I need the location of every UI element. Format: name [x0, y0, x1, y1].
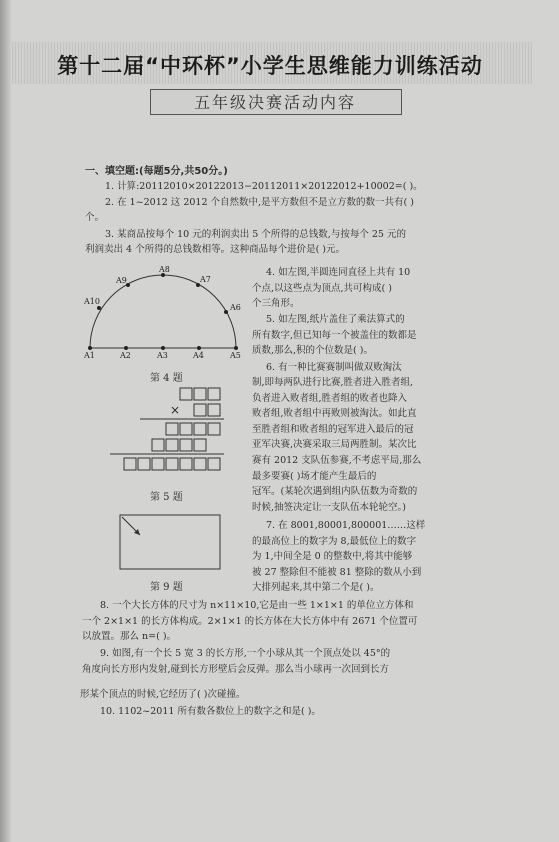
- label-a8: A8: [159, 265, 170, 274]
- figure-4-caption: 第 4 题: [150, 373, 183, 384]
- question-6-line-5: 至胜者组和败者组的冠军进入最后的冠: [252, 424, 414, 435]
- label-a6: A6: [230, 303, 241, 312]
- figure-4-semicircle: [80, 262, 250, 362]
- figure-5-multiplication: [108, 386, 233, 481]
- question-4-line-1: 4. 如左图,半圆连同直径上共有 10: [266, 267, 411, 278]
- figure-9-rectangle: [118, 513, 223, 573]
- page-subtitle: 五年级决赛活动内容: [193, 93, 356, 112]
- question-6-line-8: 最多要赛( )场才能产生最后的: [252, 471, 377, 482]
- point-a3: [161, 346, 165, 350]
- label-a2: A2: [120, 351, 131, 360]
- point-a10: [97, 306, 101, 310]
- question-5-line-1: 5. 如左图,纸片盖住了乘法算式的: [266, 314, 405, 325]
- question-7-line-3: 为 1,中间全是 0 的整数中,将其中能够: [252, 551, 413, 562]
- point-a1: [88, 346, 92, 350]
- question-7-line-5: 大排列起来,其中第二个是( )。: [252, 582, 380, 593]
- figure-9-caption: 第 9 题: [150, 582, 183, 593]
- label-a7: A7: [200, 275, 211, 284]
- figure-5-caption: 第 5 题: [150, 492, 183, 503]
- question-6-line-10: 时候,抽签决定让一支队伍本轮轮空。): [252, 502, 406, 513]
- question-1: 1. 计算:20112010×20122013−20112011×20122012+10002=( )。: [105, 181, 423, 192]
- question-6-line-9: 冠军。(某轮次遇到组内队伍数为奇数的: [252, 486, 418, 497]
- label-a4: A4: [193, 351, 204, 360]
- label-a1: A1: [84, 351, 95, 360]
- question-7-line-1: 7. 在 8001,80001,800001……这样: [266, 520, 426, 531]
- question-2-line-2: 个。: [85, 212, 105, 223]
- question-4-line-2: 个点,以这些点为顶点,共可构成( ): [252, 283, 392, 294]
- question-6-line-3: 负者进入败者组,胜者组的败者也降入: [252, 393, 408, 404]
- question-5-line-3: 质数,那么,积的个位数是( )。: [252, 345, 373, 356]
- question-5-line-2: 所有数字,但已知每一个被盖住的数都是: [252, 330, 417, 341]
- question-6-line-6: 亚军决赛,决赛采取三局两胜制。某次比: [252, 439, 417, 450]
- question-8-line-3: 以放置。那么 n=( )。: [82, 631, 177, 642]
- question-9-line-2: 角度向长方形内发射,碰到长方形壁后会反弹。那么当小球再一次回到长方: [82, 664, 390, 675]
- times-sign: ×: [170, 403, 181, 417]
- label-a9: A9: [116, 276, 127, 285]
- question-10: 10. 1102~2011 所有数各数位上的数字之和是( )。: [100, 706, 321, 717]
- question-3-line-1: 3. 某商品按每个 10 元的利润卖出 5 个所得的总钱数,与按每个 25 元的: [105, 229, 406, 240]
- question-6-line-2: 制,即每两队进行比赛,胜者进入胜者组,: [252, 377, 414, 388]
- point-a6: [224, 310, 228, 314]
- question-8-line-2: 一个 2×1×1 的长方体构成。2×1×1 的长方体在大长方体中有 2671 个位置可: [82, 616, 418, 627]
- section-heading: 一、填空题:(每题5分,共50分。): [85, 166, 228, 177]
- point-a5: [234, 346, 238, 350]
- page-edge-shadow: [0, 0, 12, 842]
- point-a4: [197, 346, 201, 350]
- label-a3: A3: [157, 351, 168, 360]
- question-7-line-2: 的最高位上的数字为 8,最低位上的数字: [252, 536, 417, 547]
- question-9-line-1: 9. 如图,有一个长 5 宽 3 的长方形,一个小球从其一个顶点处以 45°的: [100, 648, 391, 659]
- question-3-line-2: 利润卖出 4 个所得的总钱数相等。这种商品每个进价是( )元。: [85, 244, 346, 255]
- question-6-line-1: 6. 有一种比赛赛制叫做双败淘汰: [266, 362, 402, 373]
- question-2-line-1: 2. 在 1~2012 这 2012 个自然数中,是平方数但不是立方数的数一共有( ): [105, 197, 414, 208]
- question-6-line-7: 赛有 2012 支队伍参赛,不考虑平局,那么: [252, 455, 422, 466]
- page-title: 第十二届“中环杯”小学生思维能力训练活动: [57, 54, 483, 78]
- question-9-line-3: 形某个顶点的时候,它经历了( )次碰撞。: [80, 689, 246, 700]
- label-a5: A5: [230, 351, 241, 360]
- question-8-line-1: 8. 一个大长方体的尺寸为 n×11×10,它是由一些 1×1×1 的单位立方体和: [100, 600, 414, 611]
- question-6-line-4: 败者组,败者组中再败则被淘汰。如此直: [252, 408, 417, 419]
- point-a2: [124, 346, 128, 350]
- question-7-line-4: 被 27 整除但不能被 81 整除的数从小到: [252, 567, 422, 578]
- label-a10: A10: [84, 297, 100, 306]
- question-4-line-3: 个三角形。: [252, 298, 300, 309]
